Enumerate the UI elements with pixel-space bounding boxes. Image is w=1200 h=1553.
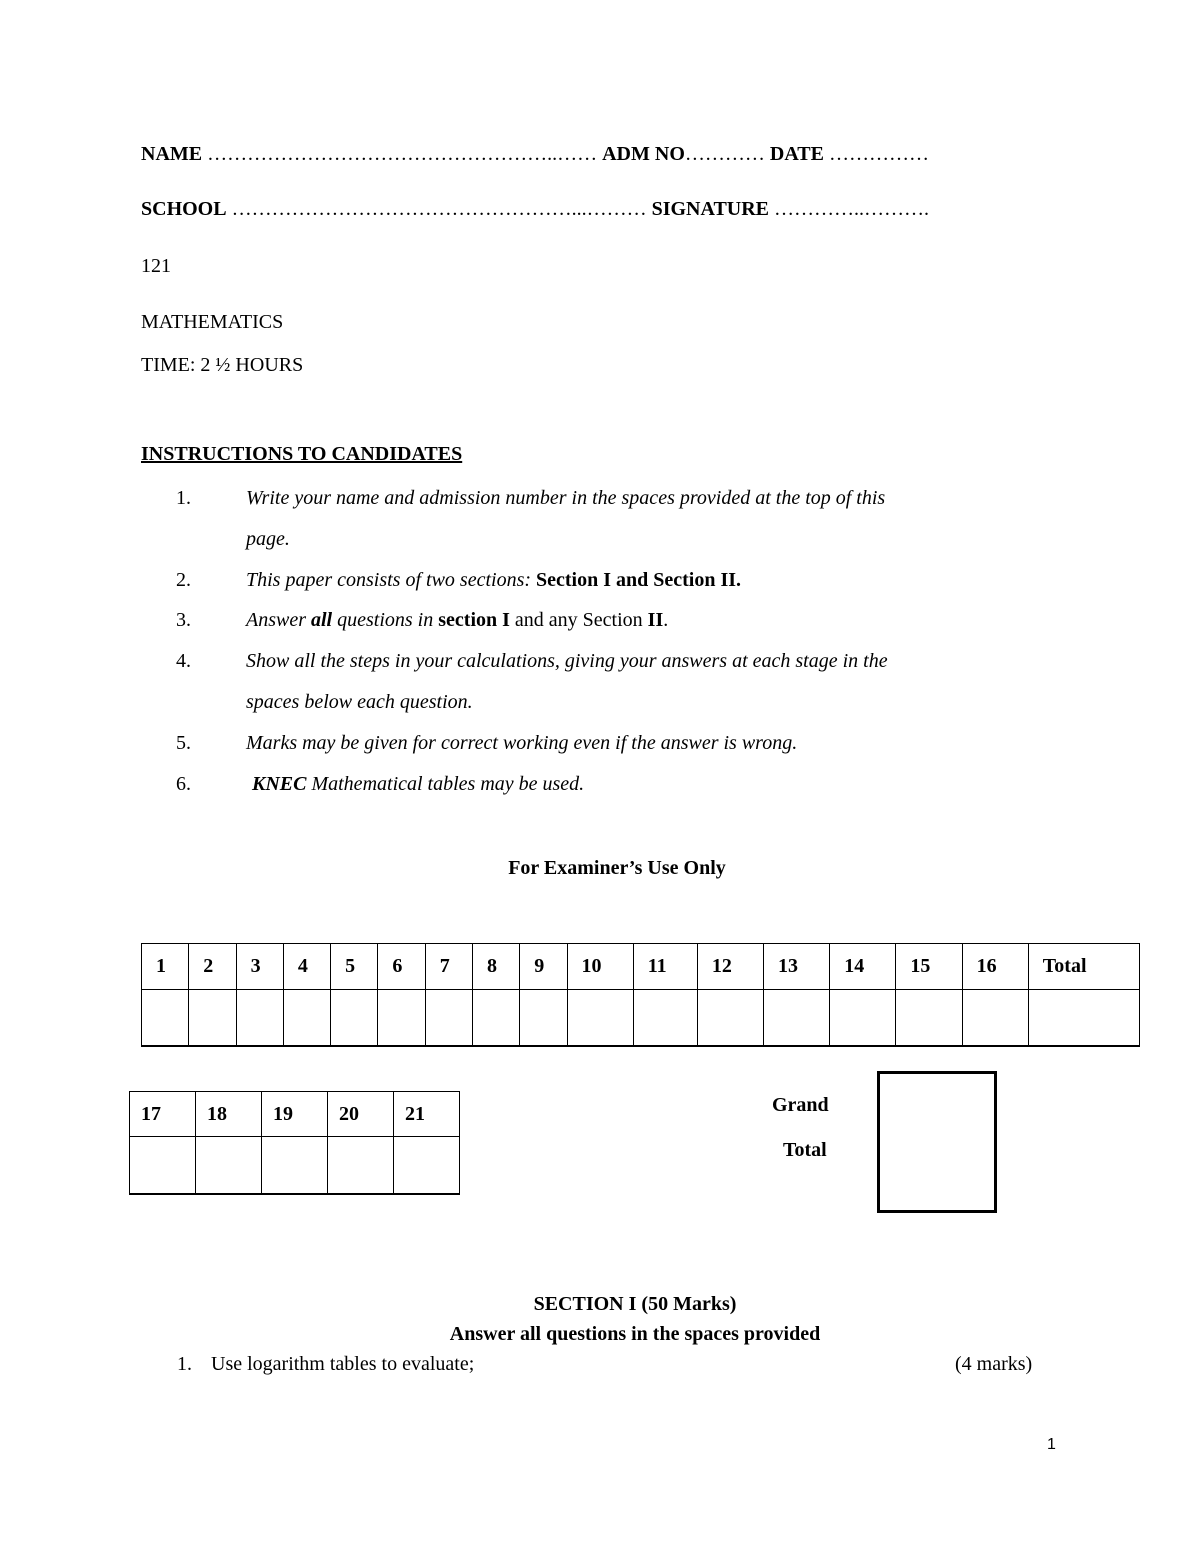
score-table-1-score-cell[interactable] [633, 990, 697, 1047]
score-table-1-score-cell[interactable] [520, 990, 567, 1047]
score-table-1-score-cell[interactable] [830, 990, 896, 1047]
instruction-4-number: 4. [176, 650, 191, 672]
score-table-1-score-cell[interactable] [331, 990, 378, 1047]
score-table-1-score-row [142, 990, 1140, 1047]
score-table-2-header-cell: 17 [130, 1092, 196, 1137]
score-table-1-header-cell: 4 [283, 944, 330, 990]
score-table-1-header-cell: Total [1028, 944, 1139, 990]
signature-label: SIGNATURE [651, 198, 770, 220]
score-table-1-header-cell: 9 [520, 944, 567, 990]
score-table-1-header-row [142, 944, 1140, 990]
score-table-1-header-cell: 16 [962, 944, 1028, 990]
instruction-5-text: Marks may be given for correct working even if the answer is wrong. [246, 732, 798, 754]
score-table-2-score-cell[interactable] [262, 1137, 328, 1195]
instruction-1-text: Write your name and admission number in the spaces provided at the top of this [246, 487, 886, 509]
score-table-1-score-cell[interactable] [567, 990, 633, 1047]
score-table-1-score-cell[interactable] [189, 990, 236, 1047]
instruction-6-bold: KNEC [252, 773, 307, 795]
score-table-1-header-cell: 13 [764, 944, 830, 990]
score-table-1-score-cell[interactable] [962, 990, 1028, 1047]
instruction-2-text [246, 569, 741, 592]
instruction-1-continued: page. [246, 528, 290, 550]
score-table-1 [141, 943, 1140, 1047]
instruction-3-f: II [647, 609, 664, 631]
instruction-3-e: and any Section [509, 609, 648, 631]
score-table-1-header-cell: 14 [830, 944, 896, 990]
score-table-2-score-row [130, 1137, 460, 1195]
signature-field[interactable]: …………..………. [769, 198, 930, 220]
instruction-4-continued: spaces below each question. [246, 691, 473, 713]
score-table-1-header-cell: 7 [425, 944, 472, 990]
score-table-1-score-cell[interactable] [1028, 990, 1139, 1047]
instruction-3-text [246, 609, 668, 632]
question-1-marks: (4 marks) [955, 1353, 1033, 1375]
instruction-3-a: Answer [246, 609, 311, 631]
score-table-1-header-cell: 6 [378, 944, 425, 990]
date-label: DATE [769, 143, 824, 165]
examiner-heading: For Examiner’s Use Only [508, 857, 726, 879]
instruction-2-bold: Section I and Section II. [536, 569, 742, 591]
score-table-1-header-cell: 5 [331, 944, 378, 990]
score-table-1-score-cell[interactable] [764, 990, 830, 1047]
instruction-3-g: . [663, 609, 669, 631]
grand-total-box[interactable] [877, 1071, 997, 1213]
instruction-4-text: Show all the steps in your calculations, giving your answers at each stage in the [246, 650, 888, 672]
subject: MATHEMATICS [141, 311, 284, 333]
score-table-2-score-cell[interactable] [328, 1137, 394, 1195]
name-field[interactable]: ……………………………………………..…… [207, 143, 603, 165]
score-table-2-score-cell[interactable] [196, 1137, 262, 1195]
score-table-2-header-cell: 20 [328, 1092, 394, 1137]
score-table-2-score-cell[interactable] [394, 1137, 460, 1195]
grand-total-label-1: Grand [772, 1094, 829, 1116]
school-label: SCHOOL [141, 198, 227, 220]
score-table-1-header-cell: 8 [472, 944, 519, 990]
name-line [141, 143, 929, 166]
name-label: NAME [141, 143, 203, 165]
score-table-1-header-cell: 12 [697, 944, 763, 990]
score-table-2-score-cell[interactable] [130, 1137, 196, 1195]
score-table-1-score-cell[interactable] [697, 990, 763, 1047]
score-table-1-score-cell[interactable] [142, 990, 189, 1047]
instructions-heading: INSTRUCTIONS TO CANDIDATES [141, 443, 463, 465]
school-field[interactable]: ……………………………………………...……… [226, 198, 652, 220]
instruction-3-c: questions in [332, 609, 439, 631]
page-number: 1 [1047, 1436, 1056, 1453]
score-table-2-header-cell: 18 [196, 1092, 262, 1137]
adm-field[interactable]: ………… [684, 143, 770, 165]
paper-code: 121 [141, 255, 171, 277]
score-table-1-header-cell: 3 [236, 944, 283, 990]
instruction-2-number: 2. [176, 569, 191, 591]
instruction-1-number: 1. [176, 487, 191, 509]
score-table-1-score-cell[interactable] [896, 990, 962, 1047]
score-table-2-header-row [130, 1092, 460, 1137]
score-table-1-header-cell: 2 [189, 944, 236, 990]
instruction-2-italic: This paper consists of two sections: [246, 569, 537, 591]
score-table-1-header-cell: 15 [896, 944, 962, 990]
score-table-1-header-cell: 1 [142, 944, 189, 990]
adm-label: ADM NO [602, 143, 685, 165]
instruction-6-text [252, 773, 584, 796]
instruction-3-number: 3. [176, 609, 191, 631]
score-table-2-header-cell: 19 [262, 1092, 328, 1137]
score-table-1-score-cell[interactable] [283, 990, 330, 1047]
instruction-6-number: 6. [176, 773, 191, 795]
school-line [141, 198, 929, 221]
score-table-1-score-cell[interactable] [378, 990, 425, 1047]
score-table-1-score-cell[interactable] [472, 990, 519, 1047]
score-table-1-score-cell[interactable] [236, 990, 283, 1047]
score-table-2-header-cell: 21 [394, 1092, 460, 1137]
instruction-6-italic: Mathematical tables may be used. [306, 773, 585, 795]
score-table-1-header-cell: 11 [633, 944, 697, 990]
score-table-1-header-cell: 10 [567, 944, 633, 990]
score-table-1-score-cell[interactable] [425, 990, 472, 1047]
question-1-number: 1. [177, 1353, 192, 1375]
section-subtitle: Answer all questions in the spaces provided [449, 1323, 821, 1345]
instruction-3-d: section I [438, 609, 510, 631]
question-1-text: Use logarithm tables to evaluate; [211, 1353, 475, 1375]
grand-total-label-2: Total [783, 1139, 827, 1161]
score-table-2 [129, 1091, 460, 1195]
date-field[interactable]: …………… [823, 143, 929, 165]
time-allowed: TIME: 2 ½ HOURS [141, 354, 304, 376]
section-title: SECTION I (50 Marks) [533, 1293, 737, 1315]
instruction-5-number: 5. [176, 732, 191, 754]
instruction-3-b: all [311, 609, 333, 631]
